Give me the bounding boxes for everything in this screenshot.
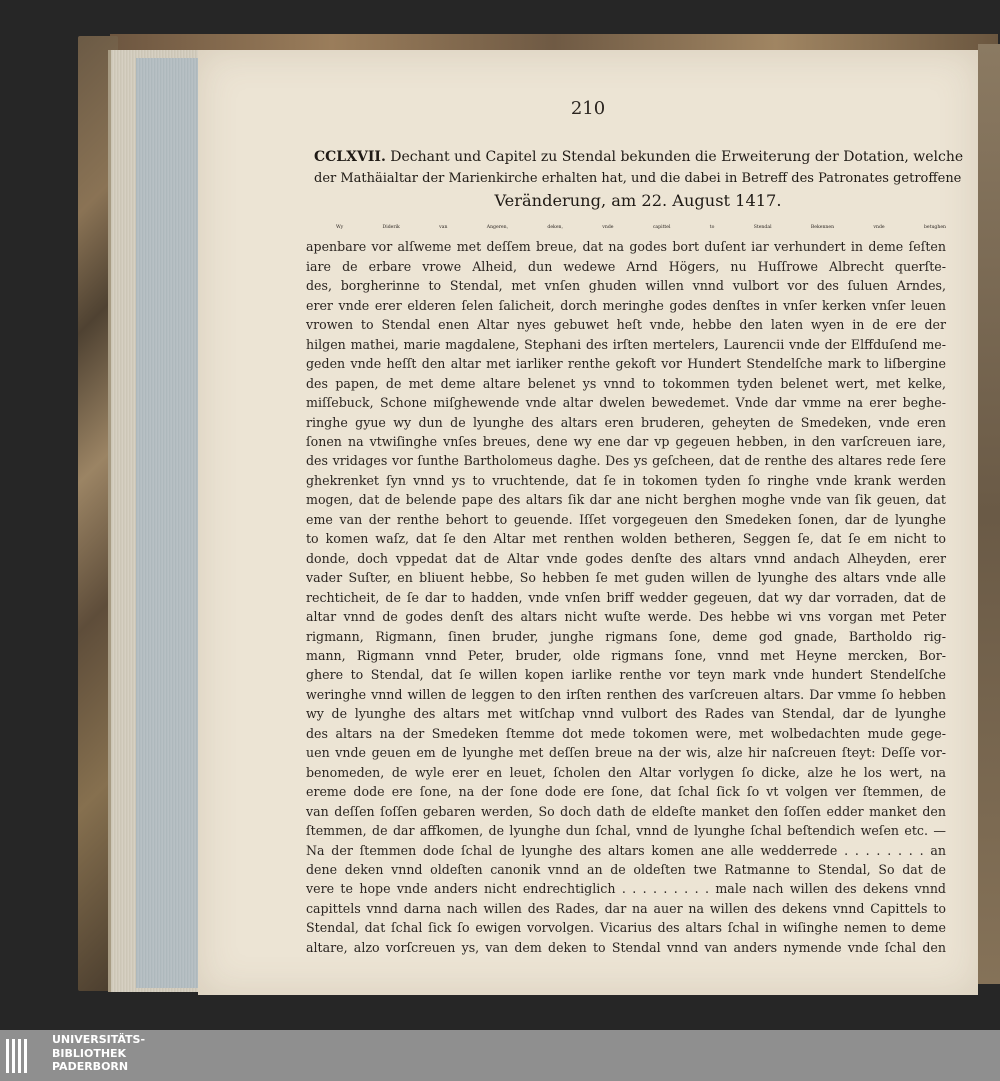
body-line: donde, doch vppedat dat de Altar vnde godes denſte des altars vnnd andach Alheyden, erer (306, 550, 946, 566)
body-line: vrowen to Stendal enen Altar nyes gebuwet heſt vnde, hebbe den laten wyen in de ere der (306, 317, 946, 333)
heading-line-3: Veränderung, am 22. August 1417. (494, 191, 782, 210)
body-line: Wy Diderik van Angeren, deken, vnde capittel to Stendal Bekennen vnde betughen (336, 225, 946, 230)
body-line: geden vnde heſſt den altar met iarliker renthe gekoft vor Hundert Stendelſche mark to liſbergine (306, 356, 946, 372)
body-line: miſſebuck, Schone miſghewende vnde altar dwelen bewedemet. Vnde dar vmme na erer beghe- (306, 395, 946, 411)
body-line: van deſſen ſoſſen gebaren werden, So doch dath de eldeſte manket den ſoſſen edder manket den (306, 803, 946, 819)
body-line: ghekrenket ſyn vnnd ys to vruchtende, dat ſe in tokomen tyden ſo ringhe vnde krank werden (306, 472, 946, 488)
body-line: des altars na der Smedeken ſtemme dot mede tokomen were, met wolbedachten mude gege- (306, 725, 946, 741)
body-line: mann, Rigmann vnnd Peter, bruder, olde rigmans ſone, vnnd met Heyne mercken, Bor- (306, 647, 946, 663)
body-line: Na der ſtemmen dode ſchal de lyunghe des altars komen ane alle wedderrede . . . . . . . . an (306, 842, 946, 858)
body-line: rigmann, Rigmann, ſinen bruder, junghe rigmans ſone, deme god gnade, Bartholdo rig- (306, 628, 946, 644)
body-line: ringhe gyue wy dun de lyunghe des altars eren bruderen, geheyten de Smedeken, vnde eren (306, 414, 946, 430)
body-line: capittels vnnd darna nach willen des Rades, dar na auer na willen des dekens vnnd Capittels to (306, 900, 946, 916)
body-line: wy de lyunghe des altars met witſchap vnnd vulbort des Rades van Stendal, dar de lyunghe (306, 706, 946, 722)
heading-line-2: der Mathäialtar der Marienkirche erhalten hat, und die dabei in Betreff des Patronates getroffene (314, 171, 962, 186)
body-line: des, borgherinne to Stendal, met vnſen ghuden willen vnnd vulbort vor des ſuluen Arndes, (306, 278, 946, 294)
library-footer-bar (0, 1030, 1000, 1081)
body-line: ereme dode ere ſone, na der ſone dode ere ſone, dat ſchal ſick ſo vt volgen ver ſtemmen, de (306, 784, 946, 800)
body-line: ſtemmen, de dar affkomen, de lyunghe dun ſchal, vnnd de lyunghe ſchal beſtendich weſen etc. — (306, 823, 946, 839)
body-line: Stendal, dat ſchal ſick ſo ewigen vorvolgen. Vicarius des altars ſchal in wiſinghe nemen to deme (306, 920, 946, 936)
library-name-line-1: UNIVERSITÄTS- (52, 1033, 146, 1046)
body-line: weringhe vnnd willen de leggen to den irſten renthen des varſcreuen altars. Dar vmme ſo hebben (306, 686, 946, 702)
book-page (198, 50, 978, 995)
body-line: vere te hope vnde anders nicht endrechtiglich . . . . . . . . . male nach willen des dekens vnnd (306, 881, 946, 897)
body-line: erer vnde erer elderen ſelen ſalicheit, dorch meringhe godes denſtes in vnſer kerken vnſer leuen (306, 297, 946, 313)
body-line: ghere to Stendal, dat ſe willen kopen iarlike renthe vor teyn mark vnde hundert Stendelſche (306, 667, 946, 683)
body-line: vader Suſter, en bliuent hebbe, So hebben ſe met guden willen de lyunghe des altars vnde alle (306, 570, 946, 586)
library-name-line-3: PADERBORN (52, 1060, 129, 1073)
body-line: mogen, dat de belende pape des altars ſik dar ane nicht berghen moghe vnde van ſik geuen, dat (306, 492, 946, 508)
heading-line-1 (314, 146, 962, 168)
body-line: hilgen mathei, marie magdalene, Stephani des irſten mertelers, Laurencii vnde der Elffduſend me- (306, 336, 946, 352)
body-line: apenbare vor alſweme met deſſem breue, dat na godes bort duſent iar verhundert in deme ſeſten (306, 239, 946, 255)
library-logo-icon (0, 1030, 54, 1081)
body-line: des vridages vor ſunthe Bartholomeus daghe. Des ys geſcheen, dat de renthe des altares rede ſere (306, 453, 946, 469)
document-number: CCLXVII. (314, 149, 386, 165)
body-line: altar vnnd de godes denſt des altars nicht wuſte werde. Des hebbe wi vns vorgan met Peter (306, 609, 946, 625)
body-line: uen vnde geuen em de lyunghe met deſſen breue na der wis, alze hir naſcreuen ſteyt: Deſſe vor- (306, 745, 946, 761)
body-line: dene deken vnnd oldeſten canonik vnnd an de oldeſten twe Ratmanne to Stendal, So dat de (306, 861, 946, 877)
body-line: des papen, de met deme altare belenet ys vnnd to tokommen tyden belenet wert, met kelke, (306, 375, 946, 391)
body-line: eme van der renthe behort to geuende. Iſſet vorgegeuen den Smedeken ſonen, dar de lyunghe (306, 511, 946, 527)
library-name-line-2: BIBLIOTHEK (52, 1046, 127, 1060)
body-line: iare de erbare vrowe Alheid, dun wedewe Arnd Högers, nu Huſſrowe Albrecht querſte- (306, 258, 946, 274)
body-line: altare, alzo vorſcreuen ys, van dem deken to Stendal vnnd van anders nymende vnde ſchal den (306, 939, 946, 955)
book-cover-right (978, 44, 1000, 984)
document-body (306, 218, 946, 957)
body-line: benomeden, de wyle erer en leuet, ſcholen den Altar vorlygen ſo dicke, alze he los wert, na (306, 764, 946, 780)
page-number: 210 (570, 98, 606, 119)
body-line: ſonen na vtwiſinghe vnſes breues, dene wy ene dar vp gegeuen hebben, in den varſcreuen iare, (306, 433, 946, 449)
body-line: to komen waſz, dat ſe den Altar met renthen wolden betheren, Seggen ſe, dat ſe em nicht to (306, 531, 946, 547)
document-heading (314, 146, 962, 212)
body-line: rechticheit, de ſe dar to hadden, vnde vnſen briff wedder gegeuen, dat wy dar vorraden, dat de (306, 589, 946, 605)
library-name (52, 1033, 145, 1074)
heading-text-1: Dechant und Capitel zu Stendal bekunden die Erweiterung der Dotation, welche (390, 149, 964, 165)
page-stack-tinted-edge (136, 58, 200, 988)
